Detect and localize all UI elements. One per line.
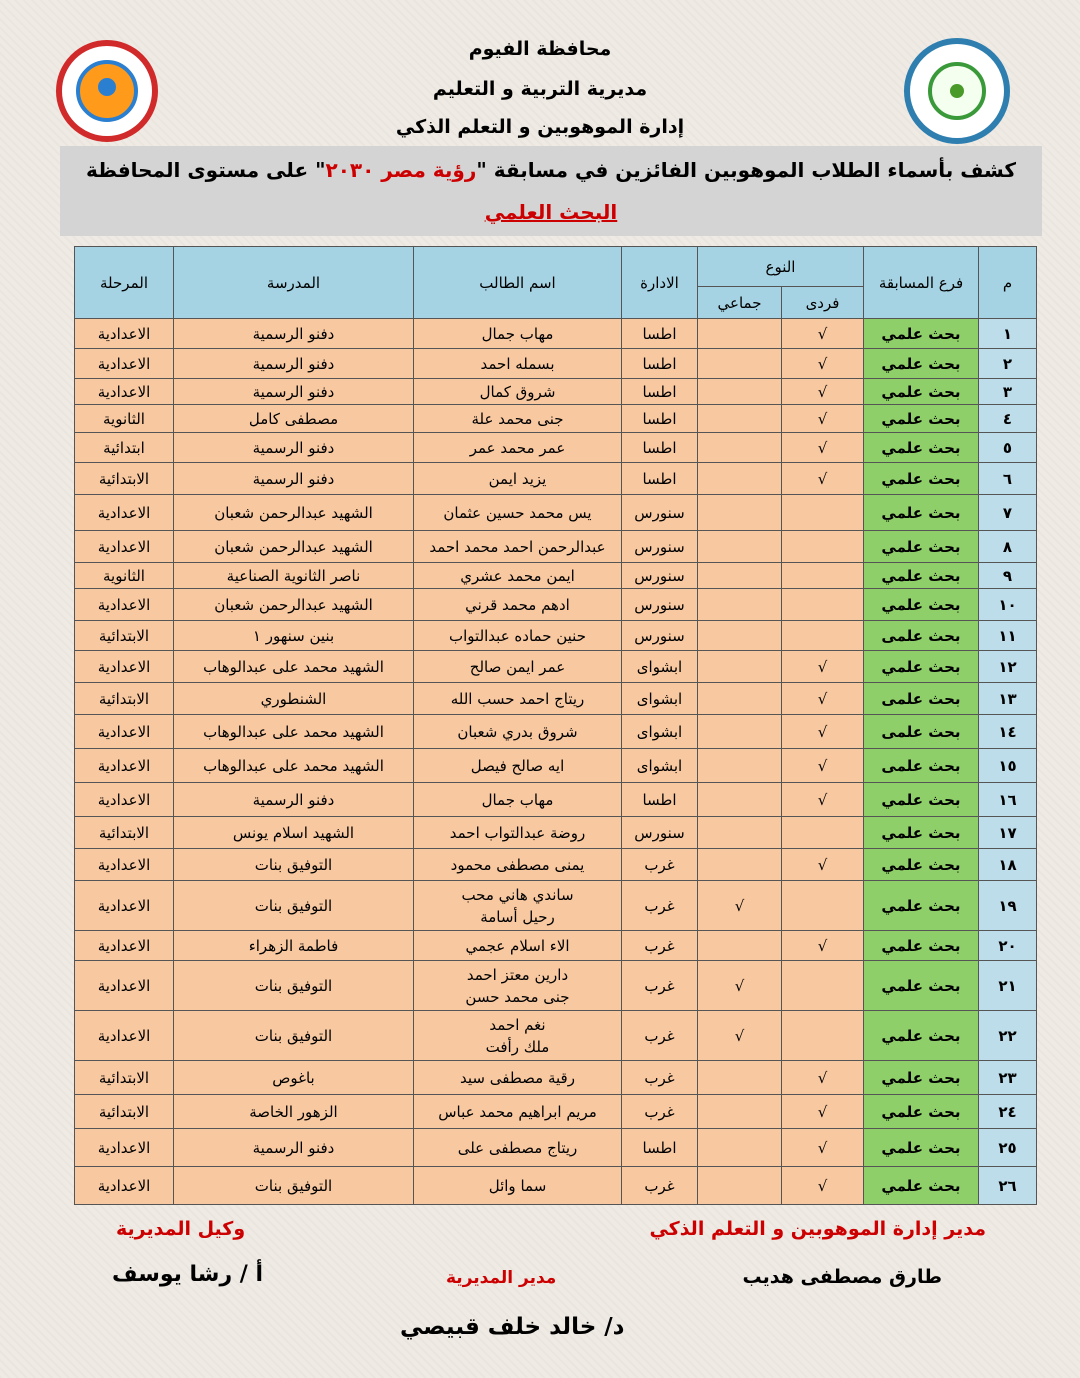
left-signature-title: وكيل المديرية (116, 1218, 246, 1240)
row-number: ٢٢ (979, 1011, 1037, 1061)
administration: غرب (622, 1167, 698, 1205)
header-num: م (979, 247, 1037, 319)
table-row (75, 1129, 1037, 1167)
table-row (75, 881, 1037, 931)
school-name: ناصر الثانوية الصناعية (174, 563, 414, 589)
table-row (75, 817, 1037, 849)
student-name-line: ملك رأفت (485, 1037, 550, 1056)
school-stage: الثانوية (75, 563, 174, 589)
school-name: التوفيق بنات (174, 849, 414, 881)
row-number: ١٤ (979, 715, 1037, 749)
school-name: دفنو الرسمية (174, 319, 414, 349)
school-stage: الاعدادية (75, 531, 174, 563)
school-stage: الابتدائية (75, 817, 174, 849)
row-number: ٢٤ (979, 1095, 1037, 1129)
student-name (414, 931, 622, 961)
student-name (414, 651, 622, 683)
individual-mark: √ (782, 379, 864, 405)
table-row (75, 1095, 1037, 1129)
competition-branch: بحث علمي (864, 1011, 979, 1061)
group-mark (698, 563, 782, 589)
school-stage: الثانوية (75, 405, 174, 433)
table-row (75, 1011, 1037, 1061)
student-name-line: حنين حماده عبدالتواب (449, 626, 586, 645)
student-name-line: ادهم محمد قرني (465, 595, 570, 614)
student-name (414, 563, 622, 589)
school-name: الشهيد محمد على عبدالوهاب (174, 651, 414, 683)
header-group: جماعي (698, 287, 782, 319)
row-number: ٧ (979, 495, 1037, 531)
group-mark (698, 849, 782, 881)
table-row (75, 715, 1037, 749)
administration: اطسا (622, 463, 698, 495)
group-mark (698, 495, 782, 531)
group-mark (698, 379, 782, 405)
row-number: ٢٣ (979, 1061, 1037, 1095)
group-mark (698, 589, 782, 621)
student-name (414, 463, 622, 495)
student-name (414, 881, 622, 931)
title-highlight: رؤية مصر ٢٠٣٠ (325, 158, 477, 182)
table-row (75, 849, 1037, 881)
table-row (75, 531, 1037, 563)
student-name-line: شروق بدري شعبان (457, 722, 578, 741)
individual-mark: √ (782, 1129, 864, 1167)
row-number: ١٨ (979, 849, 1037, 881)
student-name-line: ايه صالح فيصل (470, 756, 565, 775)
student-name (414, 715, 622, 749)
individual-mark: √ (782, 683, 864, 715)
group-mark (698, 683, 782, 715)
table-row (75, 463, 1037, 495)
competition-branch: بحث علمي (864, 433, 979, 463)
administration: سنورس (622, 817, 698, 849)
student-name (414, 1129, 622, 1167)
individual-mark: √ (782, 1061, 864, 1095)
school-name: الشهيد محمد على عبدالوهاب (174, 715, 414, 749)
competition-branch: بحث علمي (864, 349, 979, 379)
header-stage: المرحلة (75, 247, 174, 319)
group-mark (698, 749, 782, 783)
administration: ابشواى (622, 715, 698, 749)
school-stage: ابتدائية (75, 433, 174, 463)
administration: سنورس (622, 495, 698, 531)
group-mark (698, 651, 782, 683)
table-body (75, 319, 1037, 1205)
student-name-line: بسمله احمد (480, 354, 555, 373)
competition-branch: بحث علمى (864, 715, 979, 749)
table-row (75, 621, 1037, 651)
individual-mark: √ (782, 1095, 864, 1129)
row-number: ٥ (979, 433, 1037, 463)
administration: سنورس (622, 563, 698, 589)
competition-branch: بحث علمي (864, 849, 979, 881)
student-name (414, 495, 622, 531)
student-name (414, 1061, 622, 1095)
individual-mark (782, 621, 864, 651)
competition-branch: بحث علمي (864, 379, 979, 405)
student-name (414, 379, 622, 405)
group-mark (698, 1061, 782, 1095)
table-row (75, 319, 1037, 349)
header-student: اسم الطالب (414, 247, 622, 319)
student-name-line: ساندي هاني محب (461, 885, 574, 904)
group-mark (698, 531, 782, 563)
individual-mark (782, 495, 864, 531)
administration: غرب (622, 849, 698, 881)
school-name: الشنطوري (174, 683, 414, 715)
title-banner (60, 146, 1042, 236)
school-stage: الاعدادية (75, 1011, 174, 1061)
center-signature-name: د/ خالد خلف قبيصي (400, 1314, 625, 1340)
student-name (414, 849, 622, 881)
table-row (75, 683, 1037, 715)
competition-branch: بحث علمى (864, 621, 979, 651)
student-name-line: عبدالرحمن احمد محمد احمد (429, 537, 606, 556)
group-mark (698, 405, 782, 433)
competition-branch: بحث علمي (864, 783, 979, 817)
center-signature-title: مدير المديرية (446, 1268, 557, 1288)
administration: غرب (622, 961, 698, 1011)
competition-branch: بحث علمي (864, 563, 979, 589)
student-name (414, 817, 622, 849)
administration: اطسا (622, 405, 698, 433)
student-name (414, 319, 622, 349)
student-name-line: شروق كمال (479, 382, 556, 401)
student-name (414, 1011, 622, 1061)
student-name-line: مريم ابراهيم محمد عباس (438, 1102, 597, 1121)
student-name-line: جنى محمد حسن (465, 987, 570, 1006)
administration: ابشواى (622, 683, 698, 715)
school-stage: الاعدادية (75, 1129, 174, 1167)
administration: اطسا (622, 433, 698, 463)
administration: ابشواى (622, 651, 698, 683)
student-name (414, 783, 622, 817)
school-name: دفنو الرسمية (174, 433, 414, 463)
group-mark (698, 621, 782, 651)
row-number: ١٥ (979, 749, 1037, 783)
title-part2: " على مستوى المحافظة (85, 158, 326, 182)
school-name: الشهيد عبدالرحمن شعبان (174, 495, 414, 531)
table-row (75, 589, 1037, 621)
table-row (75, 563, 1037, 589)
table-row (75, 749, 1037, 783)
individual-mark (782, 563, 864, 589)
administration: اطسا (622, 379, 698, 405)
school-name: بنين سنهور ١ (174, 621, 414, 651)
school-stage: الاعدادية (75, 319, 174, 349)
administration: اطسا (622, 319, 698, 349)
student-name-line: مهاب جمال (481, 790, 554, 809)
header-individual: فردى (782, 287, 864, 319)
school-name: التوفيق بنات (174, 1011, 414, 1061)
individual-mark: √ (782, 849, 864, 881)
group-mark (698, 783, 782, 817)
school-stage: الاعدادية (75, 495, 174, 531)
student-name-line: رقية مصطفى سيد (460, 1068, 575, 1087)
group-mark (698, 1095, 782, 1129)
row-number: ١٧ (979, 817, 1037, 849)
school-name: التوفيق بنات (174, 1167, 414, 1205)
row-number: ٢٦ (979, 1167, 1037, 1205)
student-name-line: يمنى مصطفى محمود (450, 855, 585, 874)
table-row (75, 433, 1037, 463)
competition-branch: بحث علمي (864, 881, 979, 931)
school-stage: الاعدادية (75, 881, 174, 931)
student-name (414, 1167, 622, 1205)
administration: غرب (622, 881, 698, 931)
individual-mark: √ (782, 463, 864, 495)
table-row (75, 1061, 1037, 1095)
administration: غرب (622, 1095, 698, 1129)
administration: اطسا (622, 783, 698, 817)
school-stage: الابتدائية (75, 1095, 174, 1129)
student-name-line: مهاب جمال (481, 324, 554, 343)
row-number: ١٩ (979, 881, 1037, 931)
group-mark (698, 1129, 782, 1167)
school-name: فاطمة الزهراء (174, 931, 414, 961)
competition-branch: بحث علمى (864, 683, 979, 715)
individual-mark: √ (782, 715, 864, 749)
header-school: المدرسة (174, 247, 414, 319)
competition-branch: بحث علمي (864, 319, 979, 349)
row-number: ١٠ (979, 589, 1037, 621)
school-name: دفنو الرسمية (174, 379, 414, 405)
table-row (75, 349, 1037, 379)
competition-branch: بحث علمي (864, 531, 979, 563)
administration: غرب (622, 1061, 698, 1095)
competition-branch: بحث علمي (864, 1129, 979, 1167)
competition-branch: بحث علمي (864, 1061, 979, 1095)
student-name-line: عمر محمد عمر (469, 438, 566, 457)
row-number: ١٦ (979, 783, 1037, 817)
student-name-line: دارين معتز احمد (466, 965, 569, 984)
competition-branch: بحث علمي (864, 589, 979, 621)
group-mark (698, 817, 782, 849)
school-stage: الابتدائية (75, 1061, 174, 1095)
administration: اطسا (622, 1129, 698, 1167)
school-name: الشهيد عبدالرحمن شعبان (174, 589, 414, 621)
individual-mark (782, 881, 864, 931)
table-row (75, 1167, 1037, 1205)
school-name: دفنو الرسمية (174, 783, 414, 817)
school-stage: الابتدائية (75, 463, 174, 495)
administration: اطسا (622, 349, 698, 379)
right-signature-name: طارق مصطفى هديب (742, 1266, 942, 1288)
row-number: ٢١ (979, 961, 1037, 1011)
student-name (414, 589, 622, 621)
group-mark (698, 931, 782, 961)
school-name: الزهور الخاصة (174, 1095, 414, 1129)
left-signature-name: أ / رشا يوسف (112, 1262, 264, 1287)
subtitle-text: البحث العلمي (484, 200, 618, 224)
school-stage: الاعدادية (75, 1167, 174, 1205)
individual-mark (782, 817, 864, 849)
row-number: ٢ (979, 349, 1037, 379)
row-number: ٩ (979, 563, 1037, 589)
school-stage: الاعدادية (75, 931, 174, 961)
competition-branch: بحث علمي (864, 405, 979, 433)
competition-branch: بحث علمي (864, 463, 979, 495)
individual-mark: √ (782, 349, 864, 379)
competition-branch: بحث علمي (864, 1095, 979, 1129)
competition-branch: بحث علمي (864, 651, 979, 683)
competition-branch: بحث علمي (864, 817, 979, 849)
individual-mark: √ (782, 783, 864, 817)
school-stage: الاعدادية (75, 651, 174, 683)
individual-mark: √ (782, 1167, 864, 1205)
table-row (75, 931, 1037, 961)
table-row (75, 783, 1037, 817)
student-name-line: ريتاج احمد حسب الله (450, 689, 585, 708)
row-number: ١ (979, 319, 1037, 349)
school-stage: الاعدادية (75, 783, 174, 817)
department-name: إدارة الموهوبين و التعلم الذكي (395, 116, 685, 138)
group-mark: √ (698, 1011, 782, 1061)
student-name-line: رحيل أسامة (480, 907, 555, 926)
student-name-line: سما وائل (488, 1176, 547, 1195)
individual-mark (782, 531, 864, 563)
row-number: ٨ (979, 531, 1037, 563)
school-stage: الاعدادية (75, 349, 174, 379)
student-name-line: روضة عبدالتواب احمد (449, 823, 586, 842)
directorate-name: مديرية التربية و التعليم (432, 78, 648, 100)
school-name: دفنو الرسمية (174, 463, 414, 495)
student-name-line: جنى محمد علة (471, 409, 564, 428)
school-name: الشهيد عبدالرحمن شعبان (174, 531, 414, 563)
page-title (60, 158, 1042, 182)
student-name-line: الاء اسلام عجمي (465, 936, 570, 955)
individual-mark: √ (782, 405, 864, 433)
school-stage: الاعدادية (75, 749, 174, 783)
individual-mark: √ (782, 319, 864, 349)
individual-mark (782, 1011, 864, 1061)
administration: غرب (622, 1011, 698, 1061)
school-name: دفنو الرسمية (174, 1129, 414, 1167)
header-branch: فرع المسابقة (864, 247, 979, 319)
student-name-line: عمر ايمن صالح (469, 657, 566, 676)
right-signature-title: مدير إدارة الموهوبين و التعلم الذكي (649, 1218, 986, 1240)
table-row (75, 495, 1037, 531)
school-name: الشهيد محمد على عبدالوهاب (174, 749, 414, 783)
table-row (75, 961, 1037, 1011)
title-part1: كشف بأسماء الطلاب الموهوبين الفائزين في مسابقة " (476, 158, 1017, 182)
row-number: ١٣ (979, 683, 1037, 715)
administration: سنورس (622, 589, 698, 621)
page-subtitle (60, 200, 1042, 224)
administration: سنورس (622, 621, 698, 651)
table-row (75, 651, 1037, 683)
student-name (414, 961, 622, 1011)
school-name: التوفيق بنات (174, 961, 414, 1011)
individual-mark: √ (782, 651, 864, 683)
administration: سنورس (622, 531, 698, 563)
competition-branch: بحث علمي (864, 495, 979, 531)
header-type: النوع (698, 247, 864, 287)
student-name-line: ايمن محمد عشري (460, 566, 575, 585)
student-name-line: نغم احمد (489, 1015, 546, 1034)
group-mark: √ (698, 961, 782, 1011)
governorate-name: محافظة الفيوم (468, 38, 612, 60)
group-mark (698, 463, 782, 495)
student-name (414, 531, 622, 563)
competition-branch: بحث علمي (864, 931, 979, 961)
school-name: دفنو الرسمية (174, 349, 414, 379)
row-number: ١١ (979, 621, 1037, 651)
row-number: ٢٠ (979, 931, 1037, 961)
student-name (414, 433, 622, 463)
student-name (414, 683, 622, 715)
table-row (75, 405, 1037, 433)
student-name (414, 349, 622, 379)
winners-table (74, 246, 1037, 1205)
school-stage: الاعدادية (75, 715, 174, 749)
student-name (414, 405, 622, 433)
table-row (75, 379, 1037, 405)
competition-branch: بحث علمي (864, 961, 979, 1011)
student-name (414, 1095, 622, 1129)
student-name (414, 749, 622, 783)
group-mark (698, 349, 782, 379)
school-name: الشهيد اسلام يونس (174, 817, 414, 849)
individual-mark (782, 961, 864, 1011)
individual-mark: √ (782, 749, 864, 783)
school-name: التوفيق بنات (174, 881, 414, 931)
student-name-line: يس محمد حسين عثمان (443, 503, 592, 522)
student-name (414, 621, 622, 651)
school-name: مصطفى كامل (174, 405, 414, 433)
school-stage: الابتدائية (75, 683, 174, 715)
row-number: ٤ (979, 405, 1037, 433)
individual-mark (782, 589, 864, 621)
school-name: باغوص (174, 1061, 414, 1095)
student-name-line: يزيد ايمن (488, 469, 547, 488)
group-mark: √ (698, 881, 782, 931)
group-mark (698, 1167, 782, 1205)
group-mark (698, 319, 782, 349)
administration: غرب (622, 931, 698, 961)
school-stage: الاعدادية (75, 379, 174, 405)
row-number: ٢٥ (979, 1129, 1037, 1167)
group-mark (698, 715, 782, 749)
competition-branch: بحث علمى (864, 749, 979, 783)
row-number: ١٢ (979, 651, 1037, 683)
school-stage: الابتدائية (75, 621, 174, 651)
school-stage: الاعدادية (75, 849, 174, 881)
row-number: ٣ (979, 379, 1037, 405)
individual-mark: √ (782, 433, 864, 463)
student-name-line: ريتاج مصطفى على (457, 1138, 578, 1157)
header-admin: الادارة (622, 247, 698, 319)
school-stage: الاعدادية (75, 589, 174, 621)
administration: ابشواى (622, 749, 698, 783)
row-number: ٦ (979, 463, 1037, 495)
school-stage: الاعدادية (75, 961, 174, 1011)
individual-mark: √ (782, 931, 864, 961)
group-mark (698, 433, 782, 463)
competition-branch: بحث علمي (864, 1167, 979, 1205)
